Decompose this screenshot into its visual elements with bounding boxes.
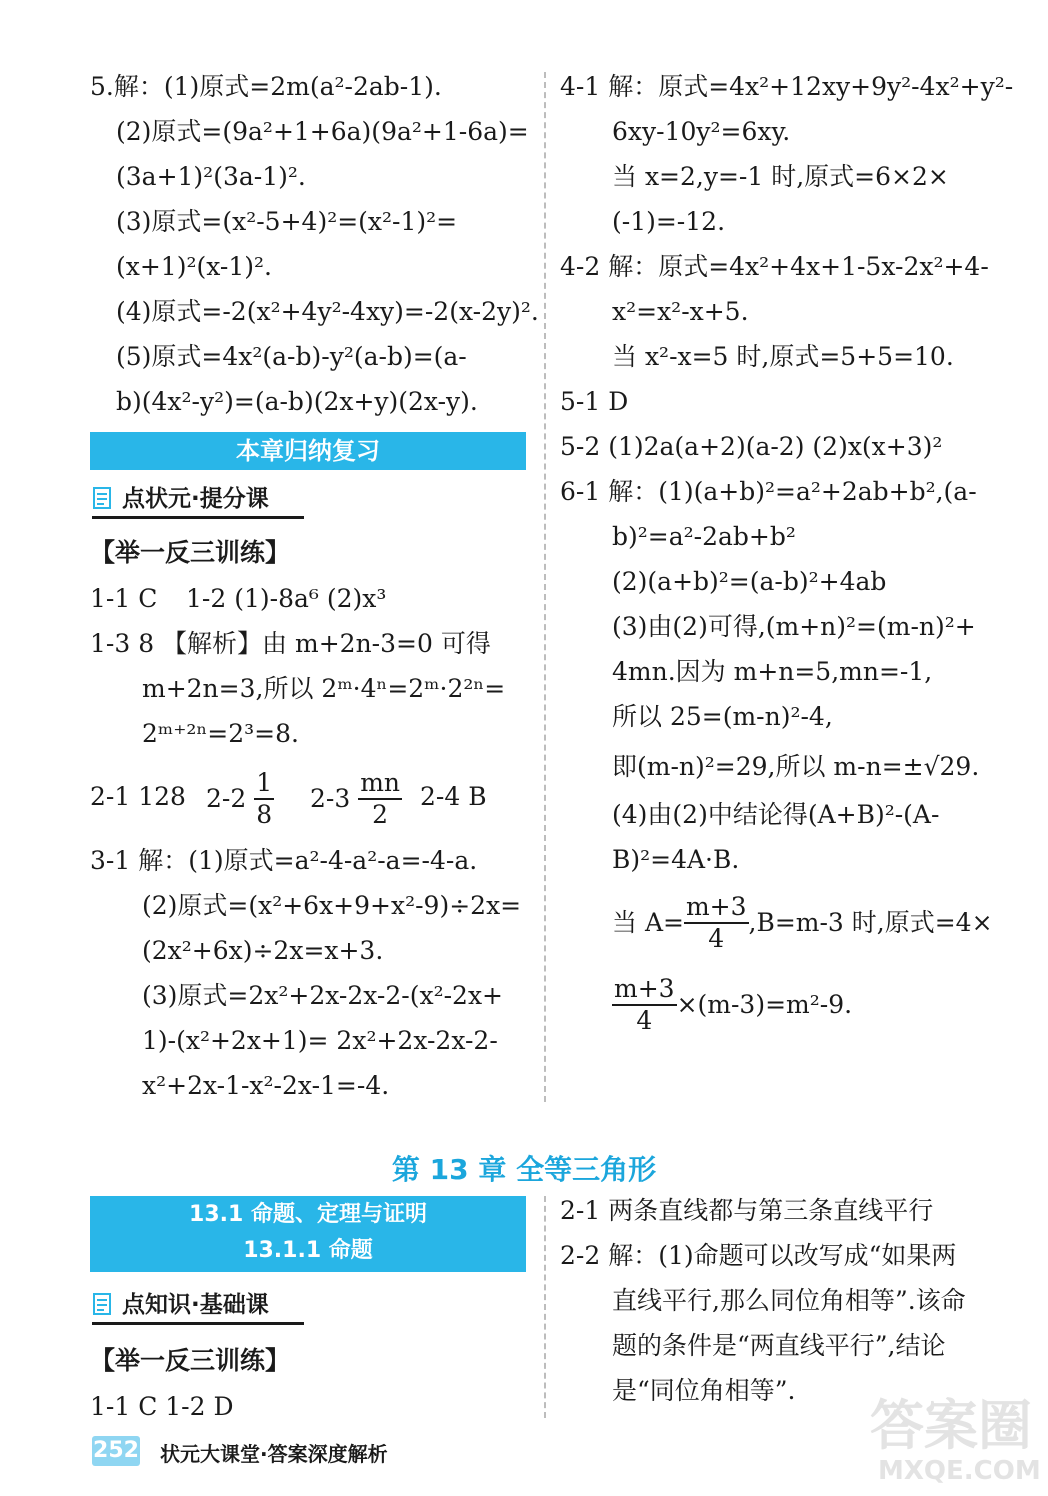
answer-2-2-line: 直线平行,那么同位角相等”.该命 [612, 1286, 966, 1315]
book-icon [92, 1292, 114, 1316]
fraction-numerator: m+3 [612, 974, 677, 1006]
subsection-title: 13.1.1 命题 [243, 1238, 373, 1263]
answer-6-1-line: 所以 25=(m-n)²-4, [612, 702, 833, 731]
tag-underline [92, 516, 304, 519]
answer-2-3 [310, 768, 402, 828]
answer-1-1-1-2: 1-1 C 1-2 D [90, 1392, 234, 1421]
answer-2-2-line: 题的条件是“两直线平行”,结论 [612, 1331, 946, 1360]
answer-3-1-line: x²+2x-1-x²-2x-1=-4. [142, 1071, 390, 1100]
tag-top-scorer-lesson [92, 484, 269, 514]
answer-2-2 [206, 768, 274, 828]
answer-1-3-line: 2ᵐ⁺²ⁿ=2³=8. [142, 719, 299, 748]
answer-5-line: (3a+1)²(3a-1)². [116, 162, 306, 191]
fraction-denominator: 4 [708, 924, 725, 953]
section-title: 13.1 命题、定理与证明 [189, 1202, 427, 1227]
tag-label: 点知识·基础课 [122, 1292, 269, 1318]
text-segment: ,B=m-3 时,原式=4× [748, 908, 993, 937]
answer-3-1-line: 1)-(x²+2x+1)= 2x²+2x-2x-2- [142, 1026, 498, 1055]
answer-4-1-line: 6xy-10y²=6xy. [612, 117, 791, 146]
answer-5-1: 5-1 D [560, 387, 629, 416]
watermark-logo: 答案圈 [870, 1394, 1032, 1457]
fraction-denominator: 4 [636, 1006, 653, 1035]
text-segment: ×(m-3)=m²-9. [676, 990, 853, 1019]
answer-5-2: 5-2 (1)2a(a+2)(a-2) (2)x(x+3)² [560, 432, 943, 461]
answer-1-1: 1-1 C [90, 584, 158, 613]
text-segment: 当 A= [612, 908, 684, 937]
training-heading: 【举一反三训练】 [90, 1346, 291, 1375]
fraction [254, 768, 274, 830]
fraction-numerator: m+3 [684, 892, 749, 924]
answer-2-3-label: 2-3 [310, 784, 351, 813]
fraction-numerator: 1 [254, 768, 274, 800]
answer-3-1-line: (3)原式=2x²+2x-2x-2-(x²-2x+ [142, 981, 503, 1010]
answer-1-3-line: 1-3 8 【解析】由 m+2n-3=0 可得 [90, 629, 491, 658]
answer-4-1-line: 当 x=2,y=-1 时,原式=6×2× [612, 162, 949, 191]
fraction [358, 768, 402, 830]
answer-5-line: 5.解：(1)原式=2m(a²-2ab-1). [90, 72, 442, 101]
answer-5-line: (2)原式=(9a²+1+6a)(9a²+1-6a)= [116, 117, 529, 146]
answer-4-1-line: 4-1 解：原式=4x²+12xy+9y²-4x²+y²- [560, 72, 1014, 101]
answer-6-1-line: b)²=a²-2ab+b² [612, 522, 796, 551]
answer-1-2: 1-2 (1)-8a⁶ (2)x³ [186, 584, 387, 613]
answer-3-1-line: (2)原式=(x²+6x+9+x²-9)÷2x= [142, 891, 522, 920]
answer-4-2-line: 当 x²-x=5 时,原式=5+5=10. [612, 342, 954, 371]
answer-2-2-line: 2-2 解：(1)命题可以改写成“如果两 [560, 1241, 957, 1270]
fraction-denominator: 8 [256, 800, 273, 829]
tag-underline [92, 1322, 304, 1325]
training-heading: 【举一反三训练】 [90, 538, 291, 567]
answer-3-1-line: 3-1 解：(1)原式=a²-4-a²-a=-4-a. [90, 846, 478, 875]
fraction-denominator: 2 [372, 800, 389, 829]
answer-6-1-line: (4)由(2)中结论得(A+B)²-(A- [612, 800, 940, 829]
answer-2-2-line: 是“同位角相等”. [612, 1376, 796, 1405]
answer-5-line: b)(4x²-y²)=(a-b)(2x+y)(2x-y). [116, 387, 478, 416]
answer-4-2-line: x²=x²-x+5. [612, 297, 749, 326]
answer-6-1-line: 6-1 解：(1)(a+b)²=a²+2ab+b²,(a- [560, 477, 977, 506]
answer-6-1-line: B)²=4A·B. [612, 845, 740, 874]
fraction [684, 892, 749, 954]
page-number: 252 [92, 1436, 140, 1466]
answer-6-1-line: (2)(a+b)²=(a-b)²+4ab [612, 567, 887, 596]
answer-5-line: (3)原式=(x²-5+4)²=(x²-1)²= [116, 207, 458, 236]
answer-6-1-line: (3)由(2)可得,(m+n)²=(m-n)²+ [612, 612, 976, 641]
answer-5-line: (5)原式=4x²(a-b)-y²(a-b)=(a- [116, 342, 467, 371]
section-banner-review: 本章归纳复习 [90, 432, 526, 470]
tag-knowledge-lesson [92, 1290, 269, 1320]
answer-4-2-line: 4-2 解：原式=4x²+4x+1-5x-2x²+4- [560, 252, 989, 281]
fraction-numerator: mn [358, 768, 402, 800]
footer-text: 状元大课堂·答案深度解析 [160, 1442, 388, 1466]
column-divider [544, 72, 546, 1102]
answer-5-line: (x+1)²(x-1)². [116, 252, 272, 281]
chapter-title: 第 13 章 全等三角形 [391, 1153, 657, 1186]
answer-2-1: 2-1 128 [90, 782, 186, 811]
answer-2-4: 2-4 B [420, 782, 487, 811]
answer-6-1-line: 4mn.因为 m+n=5,mn=-1, [612, 657, 933, 686]
book-icon [92, 486, 114, 510]
fraction [612, 974, 677, 1036]
answer-6-1-final-line [612, 974, 852, 1034]
answer-6-1-line: 即(m-n)²=29,所以 m-n=±√29. [612, 752, 980, 781]
tag-label: 点状元·提分课 [122, 486, 269, 512]
answer-1-3-line: m+2n=3,所以 2ᵐ·4ⁿ=2ᵐ·2²ⁿ= [142, 674, 506, 703]
column-divider [544, 1196, 546, 1418]
watermark-url: MXQE.COM [878, 1456, 1041, 1486]
section-banner-13-1 [90, 1196, 526, 1272]
answer-6-1-when-line [612, 892, 993, 952]
answer-4-1-line: (-1)=-12. [612, 207, 726, 236]
answer-3-1-line: (2x²+6x)÷2x=x+3. [142, 936, 384, 965]
answer-2-1: 2-1 两条直线都与第三条直线平行 [560, 1196, 934, 1225]
answer-2-2-label: 2-2 [206, 784, 247, 813]
answer-5-line: (4)原式=-2(x²+4y²-4xy)=-2(x-2y)². [116, 297, 539, 326]
